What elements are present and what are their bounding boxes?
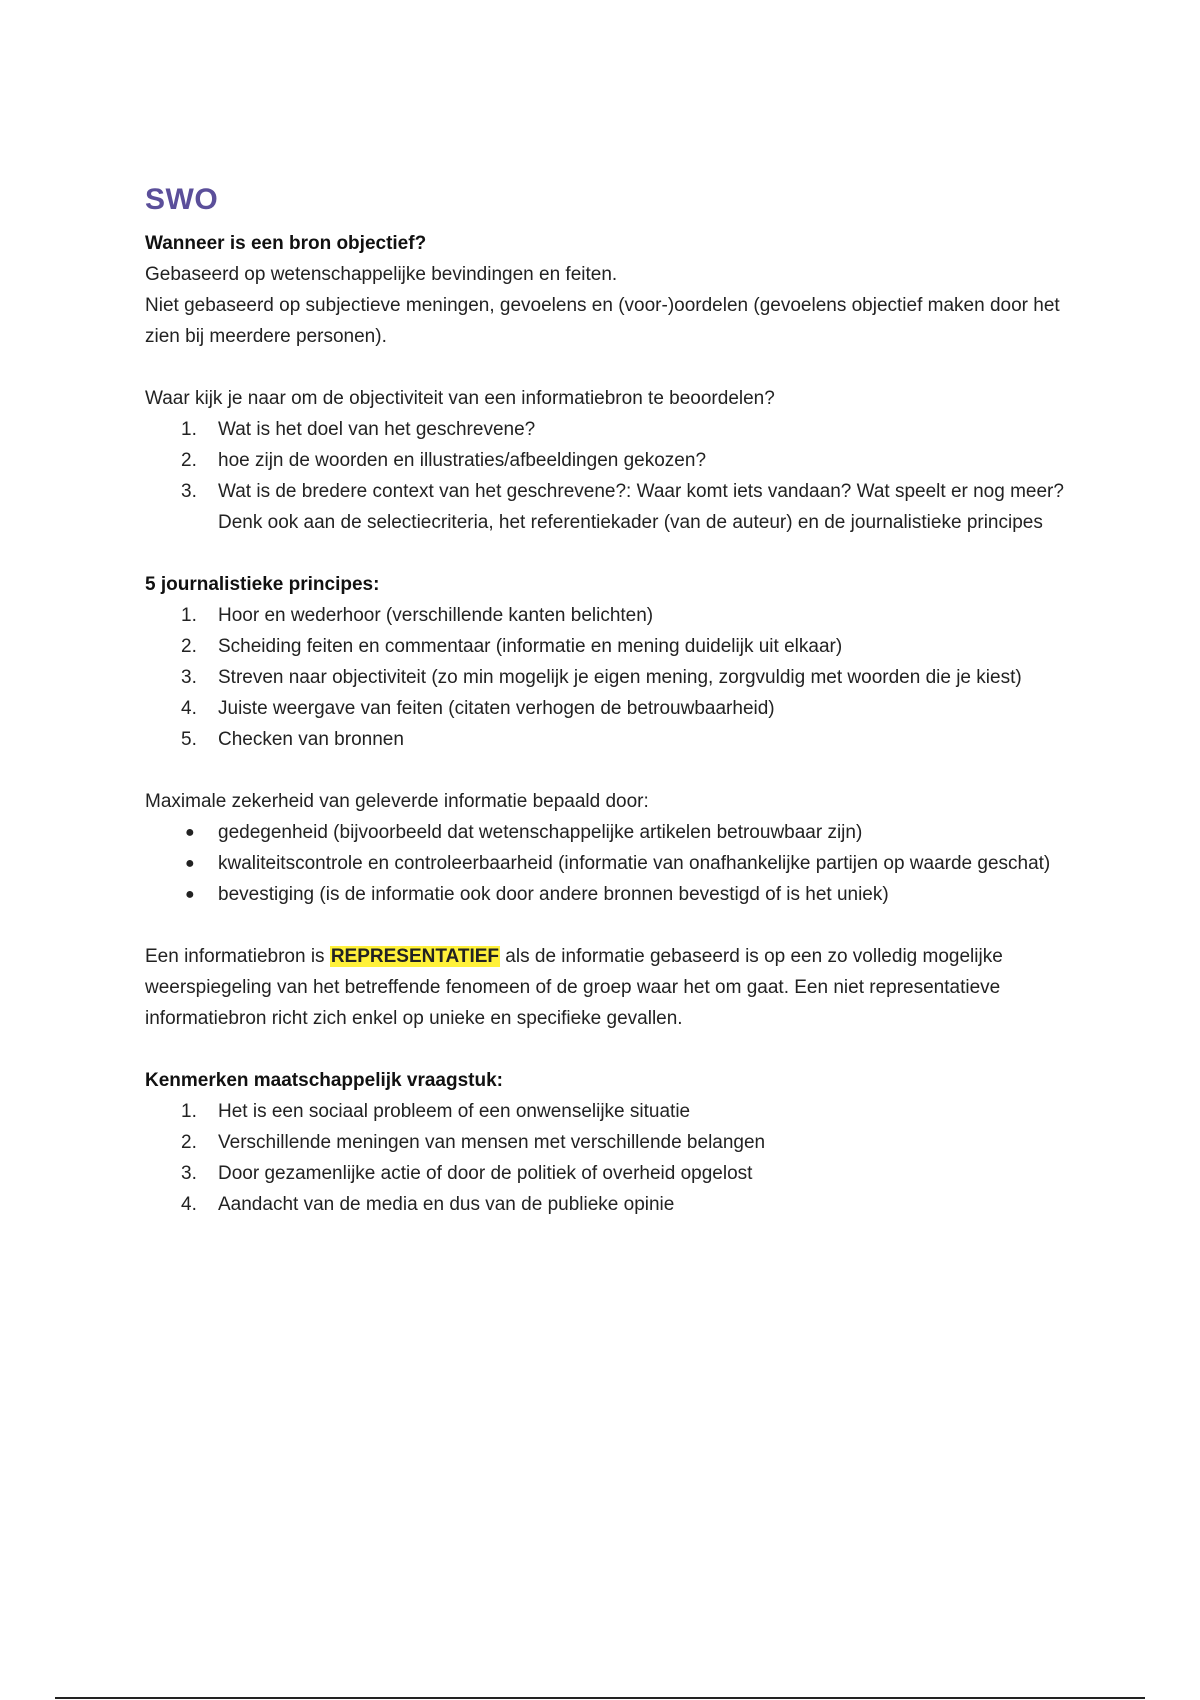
list-number: 1. <box>181 1101 197 1122</box>
footer-divider <box>55 1697 1145 1699</box>
representatief-text-after: als de informatie gebaseerd is op een zo volledig mogelijke weerspiegeling van het betreffende fenomeen of de groep waar het om gaat. Een niet representatieve informatiebron richt zich enkel op unieke en specifieke gevallen. <box>145 946 1003 1029</box>
list-item <box>145 476 1075 538</box>
list-item-text: Juiste weergave van feiten (citaten verhogen de betrouwbaarheid) <box>218 698 775 719</box>
list-number: 4. <box>181 1194 197 1215</box>
list-number: 2. <box>181 636 197 657</box>
section-representatief-paragraph <box>145 941 1075 1034</box>
list-item <box>145 600 1075 631</box>
list-item <box>145 724 1075 755</box>
bullet-item <box>145 817 1075 848</box>
section-objectiviteit-intro: Waar kijk je naar om de objectiviteit van een informatiebron te beoordelen? <box>145 388 775 409</box>
list-item-text: Door gezamenlijke actie of door de politiek of overheid opgelost <box>218 1163 753 1184</box>
vraagstuk-list <box>145 1096 1075 1220</box>
list-number: 4. <box>181 698 197 719</box>
bullet-icon: ● <box>185 886 195 903</box>
list-number: 2. <box>181 1132 197 1153</box>
list-number: 3. <box>181 667 197 688</box>
list-item-text: Aandacht van de media en dus van de publieke opinie <box>218 1194 675 1215</box>
list-item <box>145 1158 1075 1189</box>
bullet-icon: ● <box>185 824 195 841</box>
list-item <box>145 414 1075 445</box>
list-item-text: gedegenheid (bijvoorbeeld dat wetenschappelijke artikelen betrouwbaar zijn) <box>218 822 863 843</box>
list-item-text: bevestiging (is de informatie ook door andere bronnen bevestigd of is het uniek) <box>218 884 889 905</box>
list-item <box>145 631 1075 662</box>
list-item <box>145 693 1075 724</box>
spacer <box>145 538 1075 569</box>
principes-list <box>145 600 1075 755</box>
list-item-text: hoe zijn de woorden en illustraties/afbeeldingen gekozen? <box>218 450 707 471</box>
spacer <box>145 352 1075 383</box>
list-number: 1. <box>181 419 197 440</box>
list-item-text: Checken van bronnen <box>218 729 404 750</box>
list-item-text: Wat is het doel van het geschrevene? <box>218 419 536 440</box>
section-principes-heading: 5 journalistieke principes: <box>145 574 380 595</box>
section-objectief-line-1: Gebaseerd op wetenschappelijke bevindingen en feiten. <box>145 264 618 285</box>
list-item <box>145 1127 1075 1158</box>
representatief-text-before: Een informatiebron is <box>145 946 330 967</box>
bullet-item <box>145 848 1075 879</box>
list-item-text: Hoor en wederhoor (verschillende kanten belichten) <box>218 605 654 626</box>
list-item-text: Wat is de bredere context van het geschrevene?: Waar komt iets vandaan? Wat speelt er nog meer? Denk ook aan de selectiecriteria, het referentiekader (van de auteur) en de journalistieke principes <box>218 481 1064 533</box>
list-number: 1. <box>181 605 197 626</box>
list-item <box>145 1096 1075 1127</box>
list-item-text: Verschillende meningen van mensen met verschillende belangen <box>218 1132 766 1153</box>
list-item-text: Scheiding feiten en commentaar (informatie en mening duidelijk uit elkaar) <box>218 636 843 657</box>
list-item <box>145 445 1075 476</box>
list-item-text: Het is een sociaal probleem of een onwenselijke situatie <box>218 1101 691 1122</box>
list-item <box>145 1189 1075 1220</box>
spacer <box>145 1034 1075 1065</box>
representatief-highlight: REPRESENTATIEF <box>330 946 500 967</box>
document-title: SWO <box>145 183 219 216</box>
list-item-text: Streven naar objectiviteit (zo min mogelijk je eigen mening, zorgvuldig met woorden die je kiest) <box>218 667 1022 688</box>
list-number: 5. <box>181 729 197 750</box>
document-page <box>145 180 1075 1220</box>
bullet-icon: ● <box>185 855 195 872</box>
list-number: 2. <box>181 450 197 471</box>
section-zekerheid-intro: Maximale zekerheid van geleverde informatie bepaald door: <box>145 791 649 812</box>
list-number: 3. <box>181 481 197 502</box>
spacer <box>145 755 1075 786</box>
objectiviteit-list <box>145 414 1075 538</box>
list-number: 3. <box>181 1163 197 1184</box>
section-objectief-heading: Wanneer is een bron objectief? <box>145 233 427 254</box>
list-item <box>145 662 1075 693</box>
section-vraagstuk-heading: Kenmerken maatschappelijk vraagstuk: <box>145 1070 503 1091</box>
list-item-text: kwaliteitscontrole en controleerbaarheid (informatie van onafhankelijke partijen op waarde geschat) <box>218 853 1051 874</box>
zekerheid-list <box>145 817 1075 910</box>
bullet-item <box>145 879 1075 910</box>
spacer <box>145 910 1075 941</box>
section-objectief-line-2: Niet gebaseerd op subjectieve meningen, gevoelens en (voor-)oordelen (gevoelens objectief maken door het zien bij meerdere personen). <box>145 295 1060 347</box>
